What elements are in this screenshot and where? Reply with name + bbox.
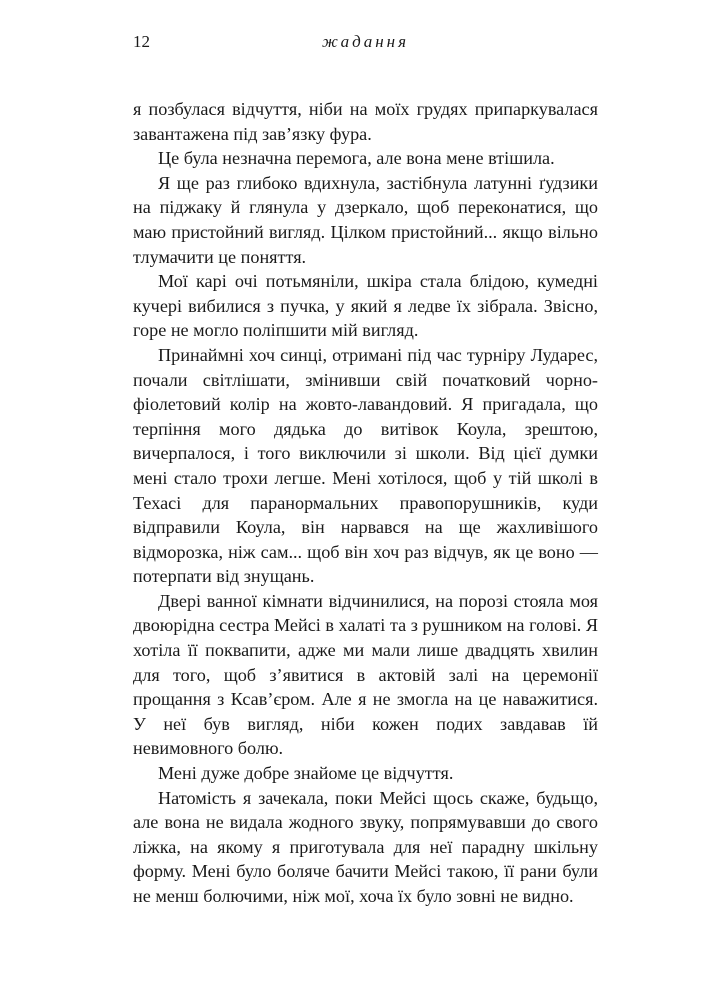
running-title: жадання — [322, 32, 409, 51]
paragraph: Двері ванної кімнати відчинилися, на порозі стояла моя двоюрідна сестра Мейсі в халаті та з рушником на голові. Я хотіла її поквапити, адже ми мали лише двадцять хвилин для того, щоб з’явитися в актовій залі на церемонії прощання з Ксав’єром. Але я не змогла на це наважитися. У неї був вигляд, ніби кожен подих завдавав їй невимовного болю. — [133, 590, 598, 759]
running-head — [133, 32, 598, 56]
paragraph: Мені дуже добре знайоме це відчуття. — [158, 763, 454, 784]
body-text — [133, 97, 598, 909]
page-number: 12 — [133, 32, 150, 51]
paragraph: Натомість я зачекала, поки Мейсі щось скаже, будьщо, але вона не видала жодного звуку, попрямувавши до свого ліжка, на якому я приготувала для неї парадну шкільну форму. Мені було боляче бачити Мейсі такою, її рани були не менш болючими, ніж мої, хоча їх було зовні не видно. — [133, 787, 598, 906]
paragraph: я позбулася відчуття, ніби на моїх грудях припаркувалася завантажена під зав’язку фура. — [133, 99, 598, 144]
paragraph: Мої карі очі потьмяніли, шкіра стала блідою, кумедні кучері вибилися з пучка, у який я ледве їх зібрала. Звісно, горе не могло поліпшити мій вигляд. — [133, 271, 598, 341]
paragraph: Принаймні хоч синці, отримані під час турніру Лударес, почали світлішати, змінивши свій початковий чорно-фіолетовий колір на жовто-лавандовий. Я пригадала, що терпіння мого дядька до витівок Коула, зрештою, вичерпалося, і того виключили зі школи. Від цієї думки мені стало трохи легше. Мені хотілося, щоб у тій школі в Техасі для паранормальних правопорушників, куди відправили Коула, він нарвався на ще жахливішого відморозка, ніж сам... щоб він хоч раз відчув, як це воно — потерпати від знущань. — [133, 344, 598, 587]
paragraph: Це була незначна перемога, але вона мене втішила. — [158, 148, 555, 169]
paragraph: Я ще раз глибоко вдихнула, застібнула латунні ґудзики на піджаку й глянула у дзеркало, щоб переконатися, що маю пристойний вигляд. Цілком пристойний... якщо вільно тлумачити це поняття. — [133, 172, 598, 267]
